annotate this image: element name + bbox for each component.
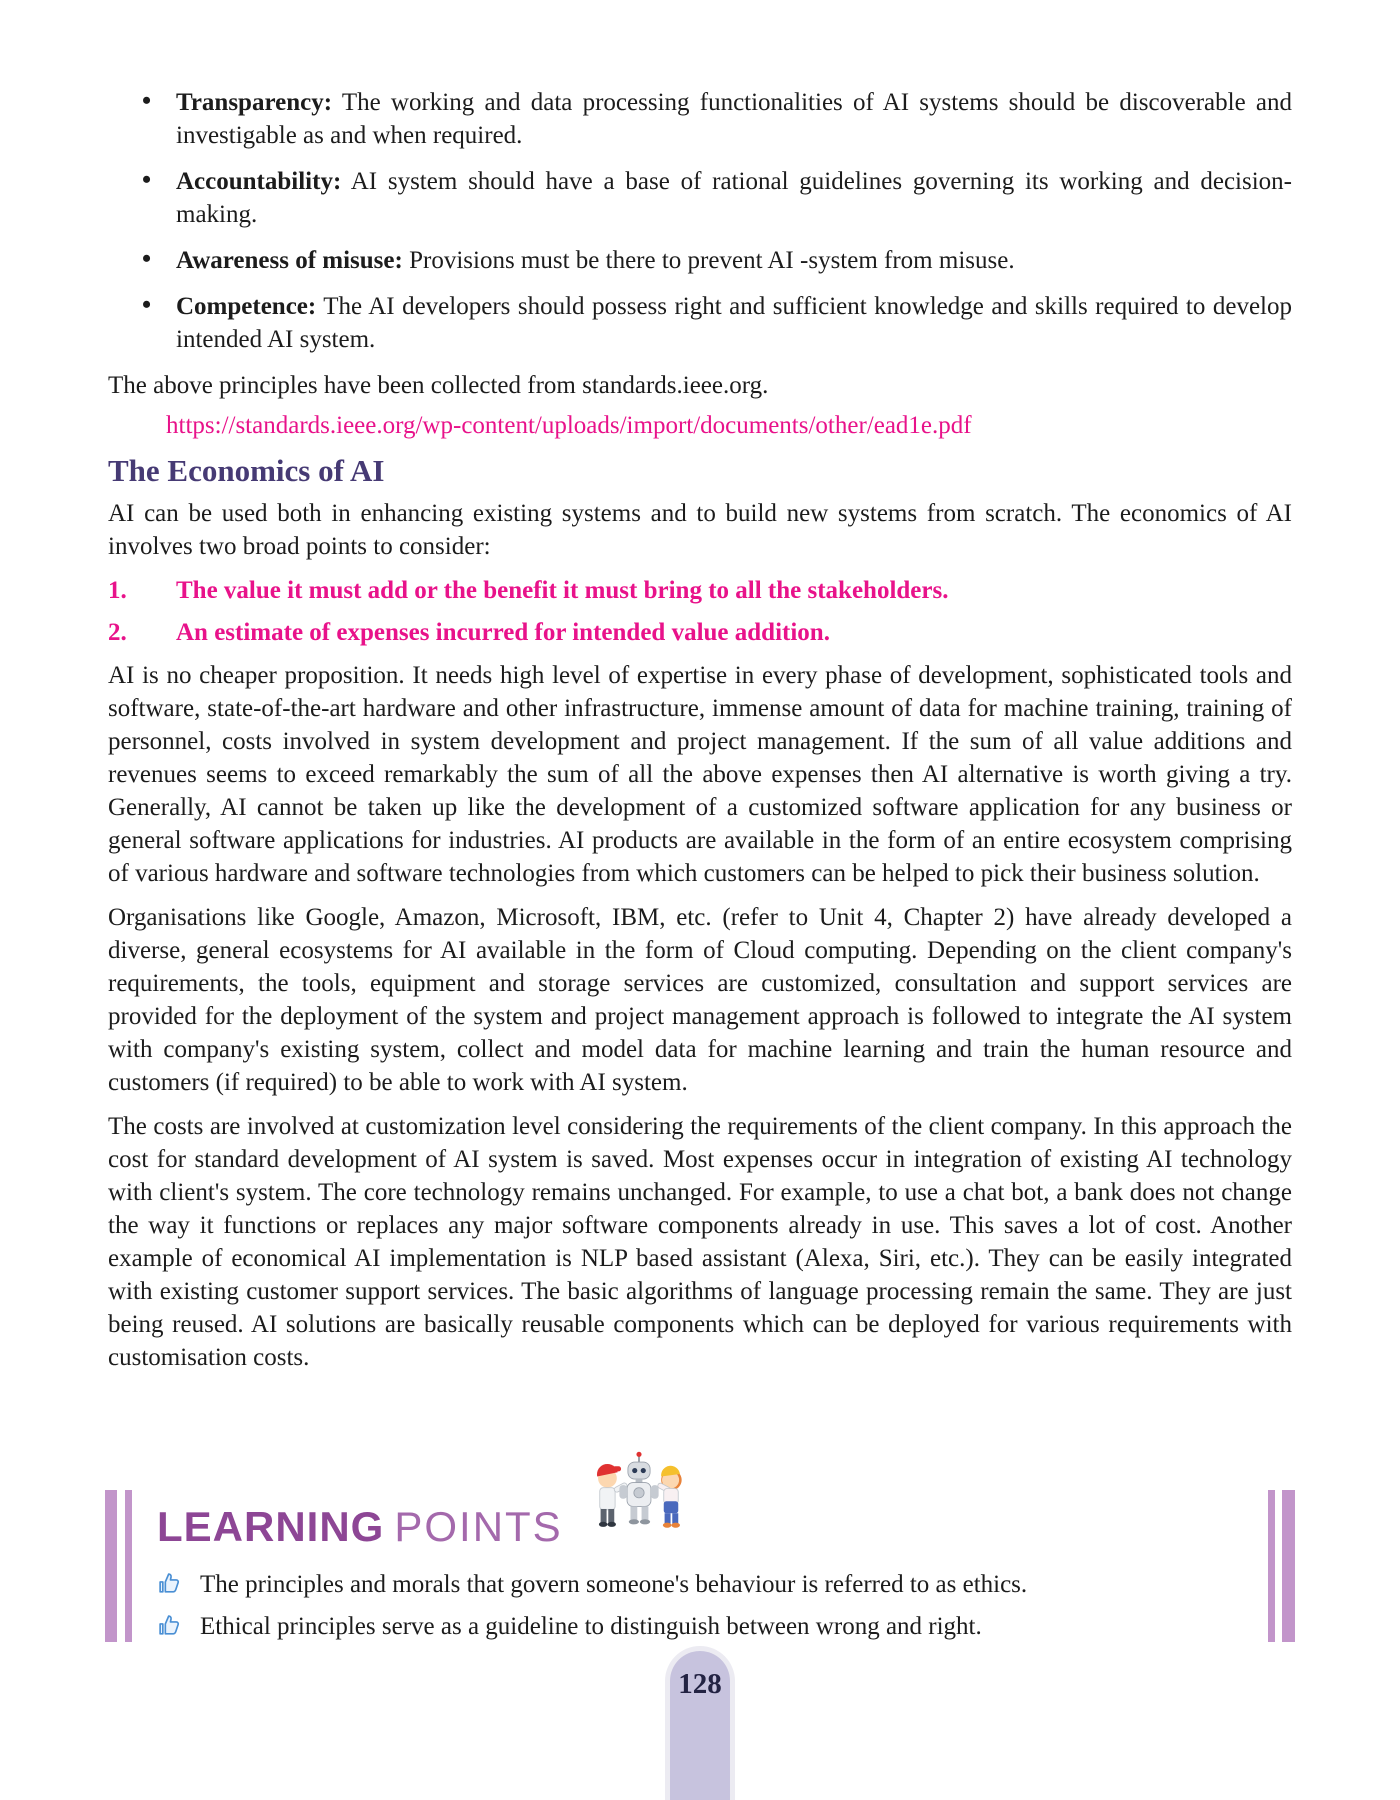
principle-item xyxy=(108,165,1292,231)
page-number: 128 xyxy=(678,1668,722,1700)
point-text: An estimate of expenses incurred for intended value addition. xyxy=(176,619,830,646)
principle-text: Provisions must be there to prevent AI -system from misuse. xyxy=(409,247,1015,274)
thumbs-up-icon xyxy=(157,1613,182,1638)
principle-item xyxy=(108,290,1292,356)
section-heading-economics: The Economics of AI xyxy=(108,453,385,488)
title-word-points: POINTS xyxy=(394,1503,563,1550)
page-content xyxy=(108,86,1292,1385)
learning-points-header xyxy=(157,1484,1295,1550)
page-number-badge xyxy=(665,1646,735,1800)
learning-point xyxy=(157,1568,1295,1601)
learning-point-text: Ethical principles serve as a guideline to distinguish between wrong and right. xyxy=(200,1613,982,1640)
kids-robot-illustration xyxy=(575,1444,703,1562)
decorative-bar xyxy=(125,1490,132,1642)
principle-term: Accountability: xyxy=(176,168,342,195)
numbered-point xyxy=(108,574,1292,607)
source-note: The above principles have been collected from standards.ieee.org. xyxy=(108,372,769,399)
principle-item xyxy=(108,86,1292,152)
body-paragraph: Organisations like Google, Amazon, Microsoft, IBM, etc. (refer to Unit 4, Chapter 2) have already developed a diverse, general ecosystems for AI available in the form of Cloud computing. Depending on the client company's requirements, the tools, equipment and storage services are customized, consultation and support services are provided for the deployment of the system and project management approach is followed to integrate the AI system with company's existing system, collect and model data for machine learning and train the human resource and customers (if required) to be able to work with AI system. xyxy=(108,904,1292,1096)
decorative-bar xyxy=(1268,1490,1275,1642)
body-paragraph: The costs are involved at customization level considering the requirements of the client company. In this approach the cost for standard development of AI system is saved. Most expenses occur in integration of existing AI technology with client's system. The core technology remains unchanged. For example, to use a chat bot, a bank does not change the way it functions or replaces any major software components already in use. This saves a lot of cost. Another example of economical AI implementation is NLP based assistant (Alexa, Siri, etc.). They can be easily integrated with existing customer support services. The basic algorithms of language processing remain the same. They are just being reused. AI solutions are basically reusable components which can be deployed for various requirements with customisation costs. xyxy=(108,1113,1292,1371)
learning-point xyxy=(157,1610,1295,1643)
title-word-learning: LEARNING xyxy=(157,1503,385,1550)
learning-points-section xyxy=(105,1484,1295,1648)
learning-points-list xyxy=(157,1568,1295,1643)
principle-term: Transparency: xyxy=(176,89,333,116)
principle-text: The AI developers should possess right and sufficient knowledge and skills required to develop intended AI system. xyxy=(176,293,1292,353)
bullet-icon: • xyxy=(142,244,152,273)
point-number: 1. xyxy=(108,577,127,604)
ieee-source-link[interactable]: https://standards.ieee.org/wp-content/uploads/import/documents/other/ead1e.pdf xyxy=(166,412,972,439)
bullet-icon: • xyxy=(142,165,152,194)
decorative-bar xyxy=(105,1490,117,1642)
principle-text: The working and data processing functionalities of AI systems should be discoverable and investigable as and when required. xyxy=(176,89,1292,149)
bullet-icon: • xyxy=(142,86,152,115)
learning-points-title xyxy=(157,1504,563,1550)
numbered-point xyxy=(108,616,1292,649)
principle-term: Competence: xyxy=(176,293,317,320)
principle-item xyxy=(108,244,1292,277)
economics-intro-paragraph: AI can be used both in enhancing existing systems and to build new systems from scratch. The economics of AI involves two broad points to consider: xyxy=(108,500,1292,560)
bullet-icon: • xyxy=(142,290,152,319)
learning-point-text: The principles and morals that govern someone's behaviour is referred to as ethics. xyxy=(200,1571,1028,1598)
principle-term: Awareness of misuse: xyxy=(176,247,403,274)
point-text: The value it must add or the benefit it must bring to all the stakeholders. xyxy=(176,577,949,604)
thumbs-up-icon xyxy=(157,1571,182,1596)
ethics-principles-list xyxy=(108,86,1292,356)
decorative-bar xyxy=(1282,1490,1295,1642)
principle-text: AI system should have a base of rational guidelines governing its working and decision-making. xyxy=(176,168,1292,228)
body-paragraph: AI is no cheaper proposition. It needs high level of expertise in every phase of development, sophisticated tools and software, state-of-the-art hardware and other infrastructure, immense amount of data for machine training, training of personnel, costs involved in system development and project management. If the sum of all value additions and revenues seems to exceed remarkably the sum of all the above expenses then AI alternative is worth giving a try. Generally, AI cannot be taken up like the development of a customized software application for any business or general software applications for industries. AI products are available in the form of an entire ecosystem comprising of various hardware and software technologies from which customers can be helped to pick their business solution. xyxy=(108,662,1292,887)
economics-numbered-list xyxy=(108,574,1292,649)
point-number: 2. xyxy=(108,619,127,646)
